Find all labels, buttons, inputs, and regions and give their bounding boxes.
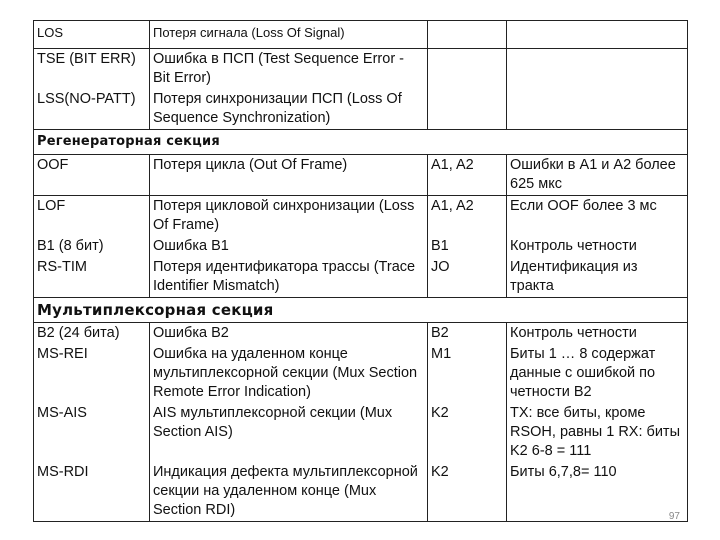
cell-description: Потеря цикловой синхронизации (Loss Of Frame) — [150, 196, 428, 237]
cell-code: MS-REI — [34, 344, 150, 403]
cell-code: MS-RDI — [34, 462, 150, 522]
section-header-row — [34, 130, 688, 155]
cell-code: B2 (24 бита) — [34, 323, 150, 345]
cell-note — [507, 89, 688, 130]
cell-code: B1 (8 бит) — [34, 236, 150, 257]
cell-note — [507, 21, 688, 49]
cell-code: LOS — [34, 21, 150, 49]
cell-code: RS-TIM — [34, 257, 150, 298]
table-row — [34, 403, 688, 462]
alarm-table-wrapper — [33, 20, 687, 522]
cell-description: AIS мультиплексорной секции (Mux Section AIS) — [150, 403, 428, 462]
cell-description: Ошибка на удаленном конце мультиплексорной секции (Mux Section Remote Error Indication) — [150, 344, 428, 403]
table-row — [34, 155, 688, 196]
cell-note: Ошибки в A1 и A2 более 625 мкс — [507, 155, 688, 196]
cell-note — [507, 49, 688, 90]
cell-bytes — [428, 21, 507, 49]
cell-note: TX: все биты, кроме RSOH, равны 1 RX: биты K2 6-8 = 111 — [507, 403, 688, 462]
cell-bytes: JO — [428, 257, 507, 298]
cell-bytes: B2 — [428, 323, 507, 345]
cell-note: Если OOF более 3 мс — [507, 196, 688, 237]
table-row — [34, 196, 688, 237]
cell-note: Контроль четности — [507, 323, 688, 345]
table-row — [34, 462, 688, 522]
cell-code: TSE (BIT ERR) — [34, 49, 150, 90]
cell-description: Потеря идентификатора трассы (Trace Identifier Mismatch) — [150, 257, 428, 298]
cell-bytes: B1 — [428, 236, 507, 257]
cell-bytes — [428, 49, 507, 90]
cell-code: LOF — [34, 196, 150, 237]
cell-bytes: A1, A2 — [428, 196, 507, 237]
cell-description: Ошибка в ПСП (Test Sequence Error - Bit Error) — [150, 49, 428, 90]
cell-bytes: K2 — [428, 462, 507, 522]
cell-bytes: M1 — [428, 344, 507, 403]
cell-description: Ошибка B2 — [150, 323, 428, 345]
cell-bytes: A1, A2 — [428, 155, 507, 196]
section-header-row — [34, 298, 688, 323]
cell-description: Потеря синхронизации ПСП (Loss Of Sequence Synchronization) — [150, 89, 428, 130]
section-title-regenerator: Регенераторная секция — [34, 130, 688, 155]
alarm-table — [33, 20, 688, 522]
cell-note: Биты 1 … 8 содержат данные с ошибкой по четности B2 — [507, 344, 688, 403]
table-row — [34, 344, 688, 403]
table-row — [34, 89, 688, 130]
cell-description: Ошибка B1 — [150, 236, 428, 257]
section-title-multiplexer: Мультиплексорная секция — [34, 298, 688, 323]
cell-bytes — [428, 89, 507, 130]
cell-description: Индикация дефекта мультиплексорной секции на удаленном конце (Mux Section RDI) — [150, 462, 428, 522]
cell-code: OOF — [34, 155, 150, 196]
table-row — [34, 21, 688, 49]
cell-note: Идентификация из тракта — [507, 257, 688, 298]
cell-code: LSS(NO-PATT) — [34, 89, 150, 130]
table-row — [34, 257, 688, 298]
cell-description: Потеря цикла (Out Of Frame) — [150, 155, 428, 196]
page-number: 97 — [668, 511, 680, 522]
cell-code: MS-AIS — [34, 403, 150, 462]
table-row — [34, 49, 688, 90]
table-row — [34, 236, 688, 257]
table-row — [34, 323, 688, 345]
cell-note: Контроль четности — [507, 236, 688, 257]
cell-description: Потеря сигнала (Loss Of Signal) — [150, 21, 428, 49]
cell-bytes: K2 — [428, 403, 507, 462]
cell-note: Биты 6,7,8= 110 — [507, 462, 688, 522]
